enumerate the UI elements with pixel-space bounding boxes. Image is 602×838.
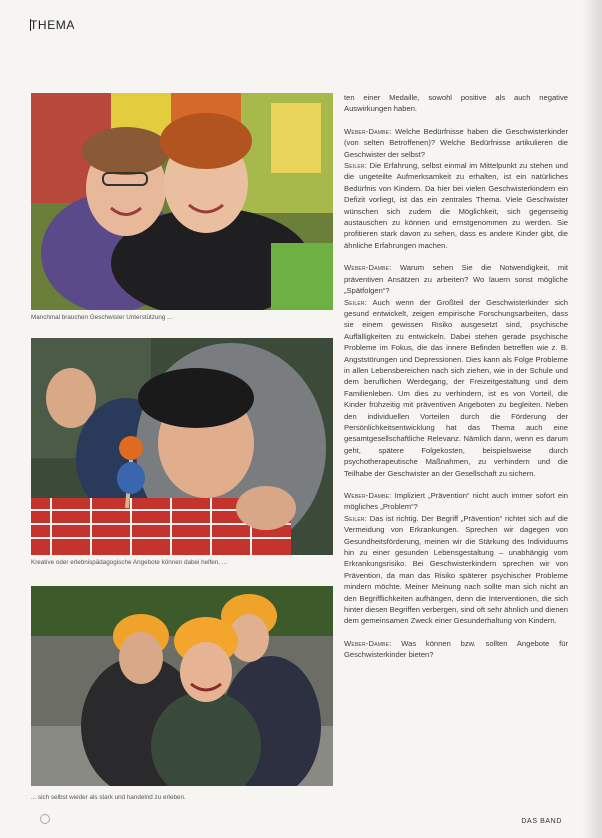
question-2: Weber-Dambe: Warum sehen Sie die Notwendigkeit, mit präventiven Ansätzen zu arbeiten? Wo lauern sonst mögliche „Spätfolgen“? Seiler: Auch wenn der Großteil der Geschwisterkinder sich gesund entwickelt, zeigen empirische Forschungsarbeiten, dass sie einem gewissen Risiko ausgesetzt sind, psychische Auffälligkeiten zu entwickeln. Dabei stehen gerade psychische Probleme im Fokus, die das innere Befinden betreffen wie z. B. Angststörungen und Depressionen. Dies kann als Folge Probleme in allen Lebensbereichen nach sich ziehen, wie in der Schule und dem beruflichen Werdegang, der Freizeitgestaltung und dem Familienleben. Um dies zu verhindern, ist es von Vorteil, die Kinder frühzeitig mit präventiven Angeboten zu begleiten. Neben den individuellen Vorteilen durch die Förderung der Persönlichkeitsentwicklung hat das Thema auch eine gesamtgesellschaftliche Relevanz. Nämlich dann, wenn es darum geht, spätere Folgekosten, beispielsweise durch psychotherapeutische Maßnahmen, zu verhindern und die Teilhabe der Geschwister an der Gesellschaft zu sichern. [344,263,568,478]
speaker-interviewer: Weber-Dambe: [344,263,392,273]
photo-caption-1: Manchmal brauchen Geschwister Unterstützung ... [31,314,173,321]
photo-caption-2: Kreative oder erlebnispädagogische Angebote können dabei helfen, ... [31,559,228,566]
photo-caption-3: ... sich selbst wieder als stark und handelnd zu erleben. [31,794,186,801]
page-edge-shadow [582,0,602,838]
photo-siblings-hug [31,93,333,310]
speaker-expert: Seiler: [344,513,368,523]
speaker-interviewer: Weber-Dambe: [344,126,392,136]
question-3: Weber-Dambe: Impliziert „Prävention“ nicht auch immer sofort ein mögliches „Problem“? Seiler: Das ist richtig. Der Begriff „Prävention“ richtet sich auf die Vermeidung von Erkrankungen. Sprechen wir dagegen von Gesundheitsförderung, meinen wir die Stärkung des Individuums hin zu einer gesunden Lebensgestaltung – unabhängig vom Erkrankungsrisiko. Bei Geschwisterkindern sprechen wir von Prävention, da man das Risiko späterer psychischer Probleme mindern möchte. Meiner Meinung nach sollte man sich nicht an den Begrifflichkeiten aufhängen, denn die Interventionen, die sich hinter diesen Begriffen verbergen, sind oft sehr ähnlich und dienen dem gemeinsamen Zweck einer Gesunderhaltung von Kindern. [344,491,568,626]
speaker-interviewer: Weber-Dambe: [344,638,392,648]
speaker-expert: Seiler: [344,161,368,171]
photo-creative-activity [31,338,333,555]
page-number [40,814,50,824]
publication-name: DAS BAND [521,818,562,825]
paragraph-intro: ten einer Medaille, sowohl positive als auch negative Auswirkungen haben. [344,93,568,114]
speaker-expert: Seiler: [344,297,368,307]
section-title: THEMA [30,18,75,32]
speaker-interviewer: Weber-Dambe: [344,491,392,500]
photo-climbing-kids [31,586,333,786]
article-text-column [344,92,568,672]
question-1: Weber-Dambe: Welche Bedürfnisse haben die Geschwisterkinder (von selten Betroffenen)? Welche Bedürfnisse artikulieren die Geschwister der selbst? Seiler: Die Erfahrung, selbst einmal im Mittelpunkt zu stehen und die ungeteilte Aufmerksamkeit zu erhalten, ist ein natürliches Bedürfnis von Kindern. Da hier bei vielen Geschwisterkindern ein Defizit vorliegt, ist das ein zentrales Thema. Viele Geschwister wünschen sich zudem die Möglichkeit, sich gegenseitig austauschen zu können und ernstgenommen zu werden. Sie profitieren stark davon zu sehen, dass es andere Kinder gibt, die ähnliche Erfahrungen machen. [344,126,568,250]
question-4: Weber-Dambe: Was können bzw. sollten Angebote für Geschwisterkinder bieten? [344,638,568,660]
